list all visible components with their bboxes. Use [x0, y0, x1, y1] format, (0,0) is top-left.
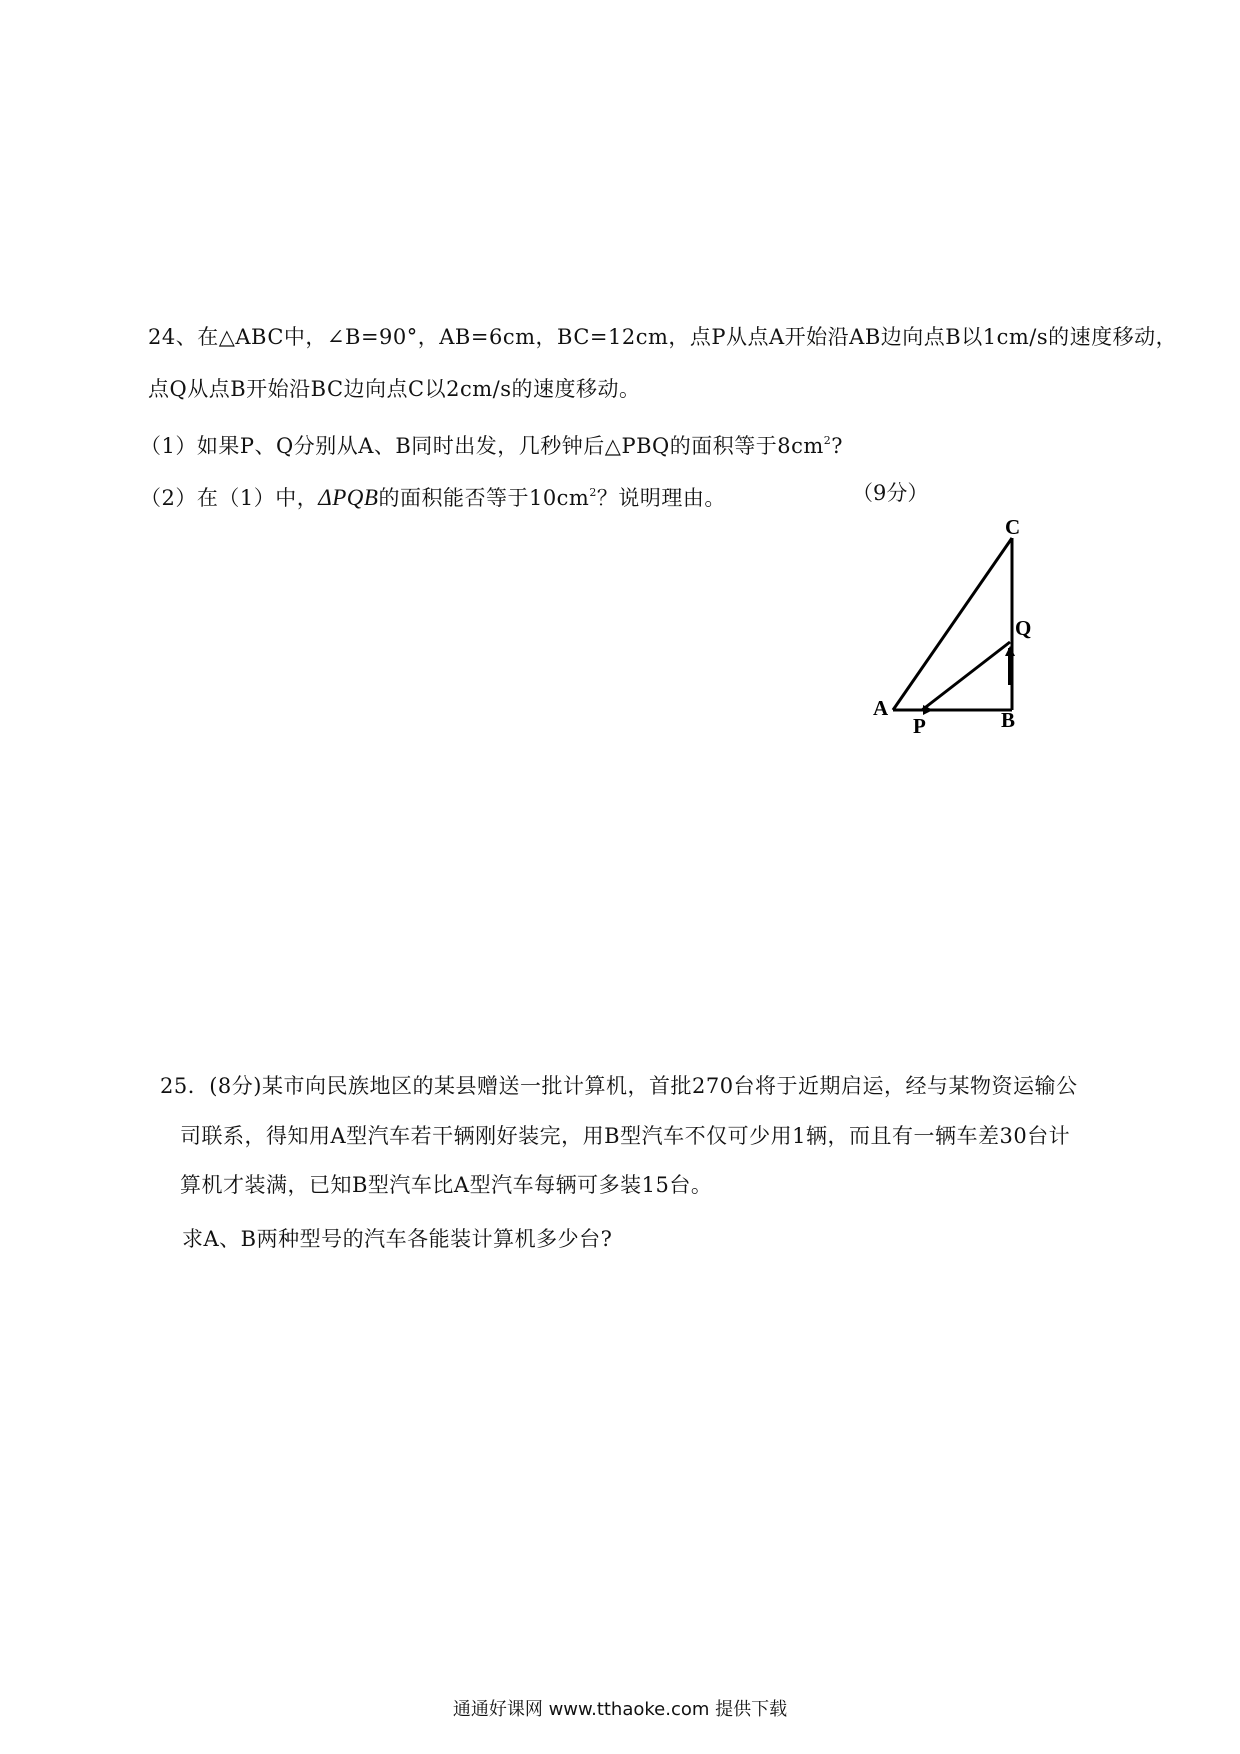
q24-part2-sup: 2: [589, 486, 597, 499]
label-b: B: [1001, 708, 1016, 732]
q24-part2-end: ？说明理由。: [596, 486, 726, 510]
q24-score: （9分）: [852, 481, 929, 505]
label-p: P: [913, 714, 926, 738]
q24-line1: 24、在△ABC中，∠B=90°，AB=6cm，BC=12cm，点P从点A开始沿AB边向点B以1cm/s的速度移动，: [148, 325, 1178, 349]
q25-line3: 算机才装满，已知B型汽车比A型汽车每辆可多装15台。: [180, 1173, 713, 1197]
triangle-figure: [865, 520, 1085, 740]
label-a: A: [873, 696, 889, 720]
label-c: C: [1005, 520, 1021, 539]
q24-part1: [140, 426, 843, 461]
segment-ac: [893, 538, 1012, 710]
q24-part1-text: （1）如果P、Q分别从A、B同时出发，几秒钟后△PBQ的面积等于8cm: [140, 434, 824, 458]
q24-part2-symbol: ΔPQB: [318, 485, 379, 510]
q25-line1: 25．(8分)某市向民族地区的某县赠送一批计算机，首批270台将于近期启运，经与某物资运输公: [160, 1074, 1078, 1098]
q24-part2: [140, 478, 726, 513]
q25-line4: 求A、B两种型号的汽车各能装计算机多少台?: [182, 1227, 613, 1251]
q24-part2-mid: 的面积能否等于10cm: [378, 486, 590, 510]
q24-part1-sup: 2: [823, 434, 832, 447]
segment-pq: [922, 642, 1010, 710]
q25-line2: 司联系，得知用A型汽车若干辆刚好装完，用B型汽车不仅可少用1辆，而且有一辆车差30台计: [180, 1124, 1071, 1148]
page-footer: 通通好课网 www.tthaoke.com 提供下载: [452, 1699, 788, 1720]
label-q: Q: [1015, 616, 1032, 640]
q24-part1-end: ?: [831, 434, 844, 458]
q24-line2: 点Q从点B开始沿BC边向点C以2cm/s的速度移动。: [148, 377, 641, 401]
q24-part2-prefix: （2）在（1）中，: [140, 486, 319, 510]
